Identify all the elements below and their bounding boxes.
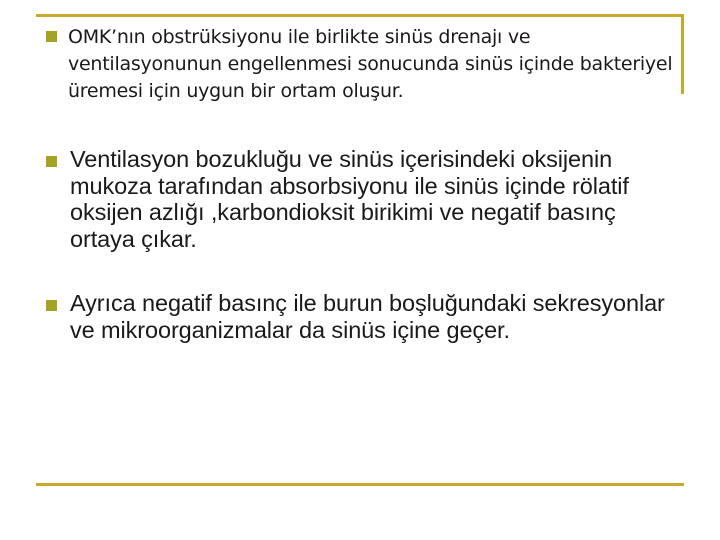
- square-bullet-icon: [46, 31, 57, 42]
- bullet-text: Ayrıca negatif basınç ile burun boşluğundaki sekresyonlar ve mikroorganizmalar da sinüs içine geçer.: [70, 290, 665, 343]
- bullet-text: Ventilasyon bozukluğu ve sinüs içerisindeki oksijenin mukoza tarafından absorbsiyonu ile sinüs içinde rölatif oksijen azlığı ,karbondioksit birikimi ve negatif basınç ortaya çıkar.: [70, 146, 629, 252]
- square-bullet-icon: [46, 156, 57, 167]
- bullet-text: OMK’nın obstrüksiyonu ile birlikte sinüs drenajı ve ventilasyonunun engellenmesi sonucunda sinüs içinde bakteriyel üremesi için uygun bir ortam oluşur.: [68, 26, 673, 102]
- top-border-line: [36, 14, 684, 17]
- bottom-border-line: [36, 483, 684, 486]
- square-bullet-icon: [46, 300, 57, 311]
